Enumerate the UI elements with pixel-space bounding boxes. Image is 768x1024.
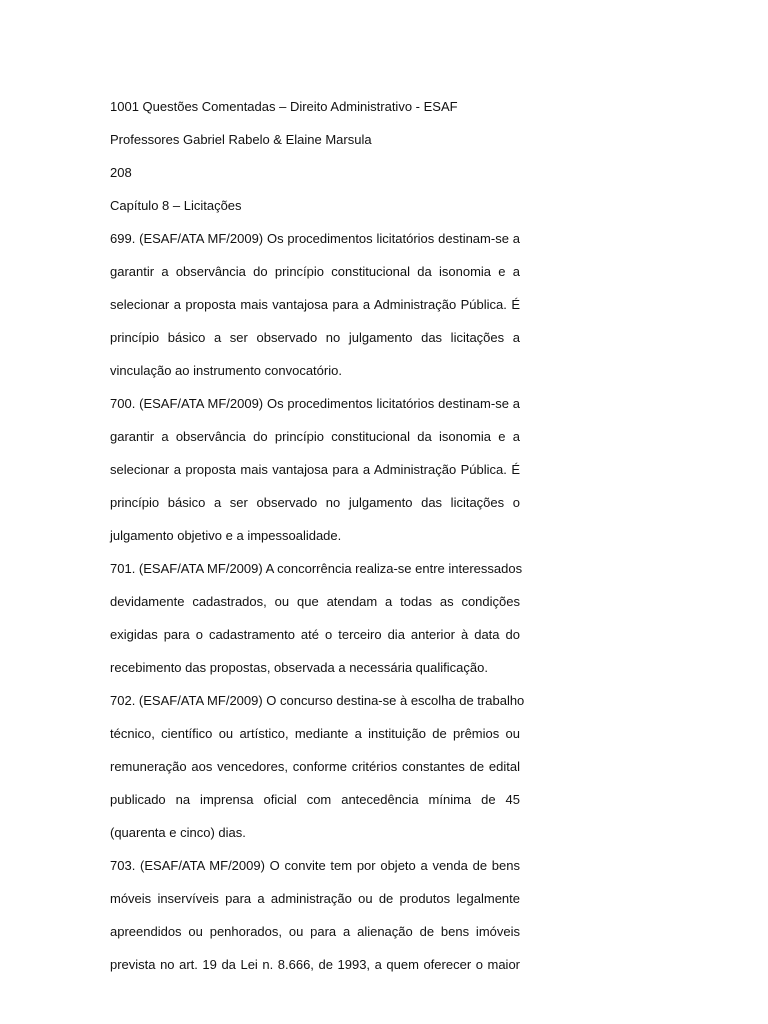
question-699 bbox=[110, 222, 520, 387]
question-line: 702. (ESAF/ATA MF/2009) O concurso destina-se à escolha de trabalho bbox=[110, 693, 525, 708]
question-line: selecionar a proposta mais vantajosa para a Administração Pública. É bbox=[110, 297, 520, 312]
question-line: recebimento das propostas, observada a necessária qualificação. bbox=[110, 660, 488, 675]
chapter-heading: Capítulo 8 – Licitações bbox=[110, 198, 242, 213]
question-line: julgamento objetivo e a impessoalidade. bbox=[110, 528, 342, 543]
question-line: técnico, científico ou artístico, mediante a instituição de prêmios ou bbox=[110, 726, 520, 741]
question-line: exigidas para o cadastramento até o terceiro dia anterior à data do bbox=[110, 627, 520, 642]
question-line: (quarenta e cinco) dias. bbox=[110, 825, 246, 840]
question-line: móveis inservíveis para a administração ou de produtos legalmente bbox=[110, 891, 520, 906]
question-line: princípio básico a ser observado no julgamento das licitações o bbox=[110, 495, 520, 510]
question-line: garantir a observância do princípio constitucional da isonomia e a bbox=[110, 264, 520, 279]
question-701 bbox=[110, 552, 523, 684]
question-line: apreendidos ou penhorados, ou para a alienação de bens imóveis bbox=[110, 924, 520, 939]
question-702 bbox=[110, 684, 525, 849]
document-title: 1001 Questões Comentadas – Direito Administrativo - ESAF bbox=[110, 99, 458, 114]
question-line: garantir a observância do princípio constitucional da isonomia e a bbox=[110, 429, 520, 444]
question-700 bbox=[110, 387, 520, 552]
question-line: selecionar a proposta mais vantajosa para a Administração Pública. É bbox=[110, 462, 520, 477]
question-line: remuneração aos vencedores, conforme critérios constantes de edital bbox=[110, 759, 520, 774]
question-line: 699. (ESAF/ATA MF/2009) Os procedimentos licitatórios destinam-se a bbox=[110, 231, 520, 246]
question-line: 700. (ESAF/ATA MF/2009) Os procedimentos licitatórios destinam-se a bbox=[110, 396, 520, 411]
question-line: 703. (ESAF/ATA MF/2009) O convite tem por objeto a venda de bens bbox=[110, 858, 520, 873]
question-line: 701. (ESAF/ATA MF/2009) A concorrência realiza-se entre interessados bbox=[110, 561, 523, 576]
question-703 bbox=[110, 849, 520, 981]
document-page bbox=[110, 90, 525, 981]
question-line: vinculação ao instrumento convocatório. bbox=[110, 363, 342, 378]
document-authors: Professores Gabriel Rabelo & Elaine Marsula bbox=[110, 132, 372, 147]
question-line: prevista no art. 19 da Lei n. 8.666, de 1993, a quem oferecer o maior bbox=[110, 957, 520, 972]
question-line: publicado na imprensa oficial com antecedência mínima de 45 bbox=[110, 792, 520, 807]
question-line: princípio básico a ser observado no julgamento das licitações a bbox=[110, 330, 520, 345]
question-line: devidamente cadastrados, ou que atendam a todas as condições bbox=[110, 594, 520, 609]
page-number: 208 bbox=[110, 165, 132, 180]
